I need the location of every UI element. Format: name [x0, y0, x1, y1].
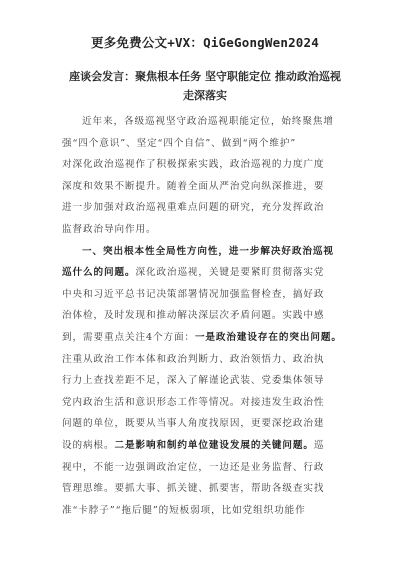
line-text: 设的病根。 — [62, 440, 115, 451]
body-line — [62, 219, 350, 240]
line-text: 巡 — [313, 440, 325, 451]
line-text: 视中，不能一边强调政治定位，一边还是业务监督、行政 — [62, 461, 325, 473]
line-text: 中央和习近平总书记决策部署情况加强监督检查，搞好政 — [62, 288, 325, 300]
line-text: 行力上查找差距不足，深入了解谨论武装、党委集体领导 — [62, 375, 325, 387]
line-text: 注重从政治工作本体和政治判断力、政治领悟力、政治执 — [62, 353, 325, 365]
bold-phrase: 巡什么的问题。 — [62, 267, 136, 279]
body-line — [62, 305, 350, 326]
line-text: 问题的单位，既要从当事人角度找原因，更要深挖政治建 — [62, 418, 325, 430]
body-line — [62, 500, 350, 521]
body-line — [62, 133, 350, 154]
document-title-line-1: 座谈会发言：聚焦根本任务 坚守职能定位 推动政治巡视 — [69, 70, 341, 83]
line-text: 近年来，各级巡视坚守政治巡视职能定位，始终聚焦增 — [82, 116, 334, 127]
page-header: 更多免费公文+VX：QiGeGongWen2024 — [91, 35, 319, 50]
document-title-line-2: 走深落实 — [183, 89, 227, 102]
body-line — [62, 349, 350, 370]
bold-phrase: 一、突出根本性全局性方向性，进一步解决好政治巡视 — [82, 245, 334, 257]
line-text: 深度和效果不断提升。随着全面从严治党向纵深推进，要 — [62, 180, 325, 192]
bold-phrase: 一是政治建设存在的突出问题。 — [194, 332, 342, 343]
body-line — [62, 327, 350, 348]
body-line — [62, 241, 350, 262]
body-line — [62, 262, 350, 283]
line-text: 监督政治导向作用。 — [62, 224, 157, 235]
body-line — [62, 111, 350, 132]
body-line — [62, 413, 350, 434]
body-line — [62, 457, 350, 478]
bold-phrase: 二是影响和制约单位建设发展的关键问题。 — [114, 440, 314, 451]
line-text: 准“卡脖子”“拖后腿”的短板弱项，比如党组织功能作 — [62, 504, 306, 516]
body-line — [62, 154, 350, 175]
line-text: 管理思维。要抓大事、抓关键、抓要害，帮助各级查实找 — [62, 483, 325, 495]
body-line — [62, 392, 350, 413]
line-text: 党内政治生活和意识形态工作等情况。对接违发生政治性 — [62, 396, 325, 408]
body-line — [62, 370, 350, 391]
line-text: 到，需要重点关注4个方面： — [62, 332, 195, 343]
line-text: 治体检，及时发现和推动解决深层次矛盾问题。实践中感 — [62, 310, 325, 322]
body-line — [62, 435, 350, 456]
body-line — [62, 197, 350, 218]
body-line — [62, 478, 350, 499]
line-text: 对深化政治巡视作了积极探索实践，政治巡视的力度广度 — [62, 159, 325, 171]
line-text: 进一步加强对政治巡视重难点问题的研究，充分发挥政治 — [62, 202, 325, 214]
body-line — [62, 284, 350, 305]
body-line — [62, 176, 350, 197]
line-text: 强“四个意识”、坚定“四个自信”、做到“两个维护” — [62, 137, 297, 149]
line-text: 深化政治巡视，关键是要紧盯贯彻落实党 — [135, 267, 325, 279]
